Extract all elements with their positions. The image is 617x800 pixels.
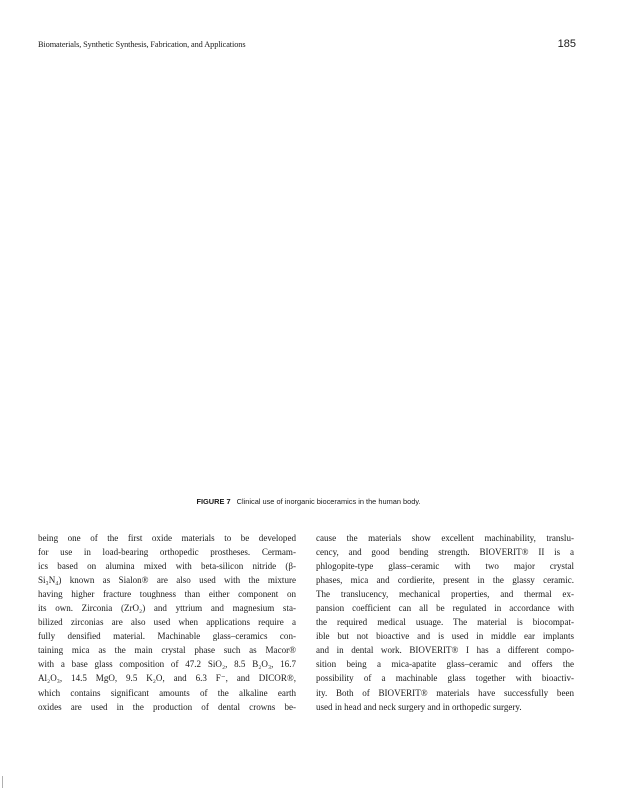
body-line: ible but not bioactive and is used in middle ear implants xyxy=(316,631,574,642)
body-line: fully densified material. Machinable glass–ceramics con- xyxy=(38,631,296,642)
body-line: Al₂O₃, 14.5 MgO, 9.5 K₂O, and 6.3 F⁻, and DICOR®, xyxy=(38,673,296,684)
running-head: Biomaterials, Synthetic Synthesis, Fabrication, and Applications xyxy=(38,40,246,49)
body-line: used in head and neck surgery and in orthopedic surgery. xyxy=(316,701,522,712)
body-line: its own. Zirconia (ZrO₂) and yttrium and magnesium sta- xyxy=(38,603,296,614)
body-line: taining mica as the main crystal phase such as Macor® xyxy=(38,645,296,656)
body-line: cency, and good bending strength. BIOVERIT® II is a xyxy=(316,547,574,558)
body-line: the required medical usuage. The material is biocompat- xyxy=(316,617,574,628)
figure-label: FIGURE 7 xyxy=(196,497,231,506)
body-line: cause the materials show excellent machinability, translu- xyxy=(316,533,574,543)
body-line: possibility of a machinable glass together with bioactiv- xyxy=(316,673,574,684)
body-line: and in dental work. BIOVERIT® I has a different compo- xyxy=(316,645,574,656)
body-right-column xyxy=(316,531,574,714)
body-line: oxides are used in the production of dental crowns be- xyxy=(38,701,296,712)
page-number: 185 xyxy=(557,38,576,50)
body-line: ics based on alumina mixed with beta-silicon nitride (β- xyxy=(38,561,296,572)
body-line: with a base glass composition of 47.2 SiO₂, 8.5 B₂O₃, 16.7 xyxy=(38,659,296,670)
body-line: being one of the first oxide materials to be developed xyxy=(38,533,296,543)
body-line: bilized zirconias are also used when applications require a xyxy=(38,617,296,628)
body-line: for use in load-bearing orthopedic prostheses. Cermam- xyxy=(38,547,296,558)
body-line: phases, mica and cordierite, present in the glassy ceramic. xyxy=(316,575,574,586)
figure-caption-text: Clinical use of inorganic bioceramics in the human body. xyxy=(236,497,421,506)
body-left-column xyxy=(38,531,296,714)
body-line: phlogopite-type glass–ceramic with two major crystal xyxy=(316,561,574,572)
body-line: sition being a mica-apatite glass–ceramic and offers the xyxy=(316,659,574,670)
figure-caption xyxy=(0,497,617,506)
body-line: The translucency, mechanical properties, and thermal ex- xyxy=(316,589,574,600)
body-line: having higher fracture toughness than either component on xyxy=(38,589,296,600)
page-edge-mark xyxy=(2,776,3,788)
body-line: Si₃N₄) known as Sialon® are also used with the mixture xyxy=(38,575,296,586)
figure-area xyxy=(38,62,578,487)
body-line: which contains significant amounts of the alkaline earth xyxy=(38,687,296,698)
body-line: ity. Both of BIOVERIT® materials have successfully been xyxy=(316,687,574,698)
body-line: pansion coefficient can all be regulated in accordance with xyxy=(316,603,574,614)
